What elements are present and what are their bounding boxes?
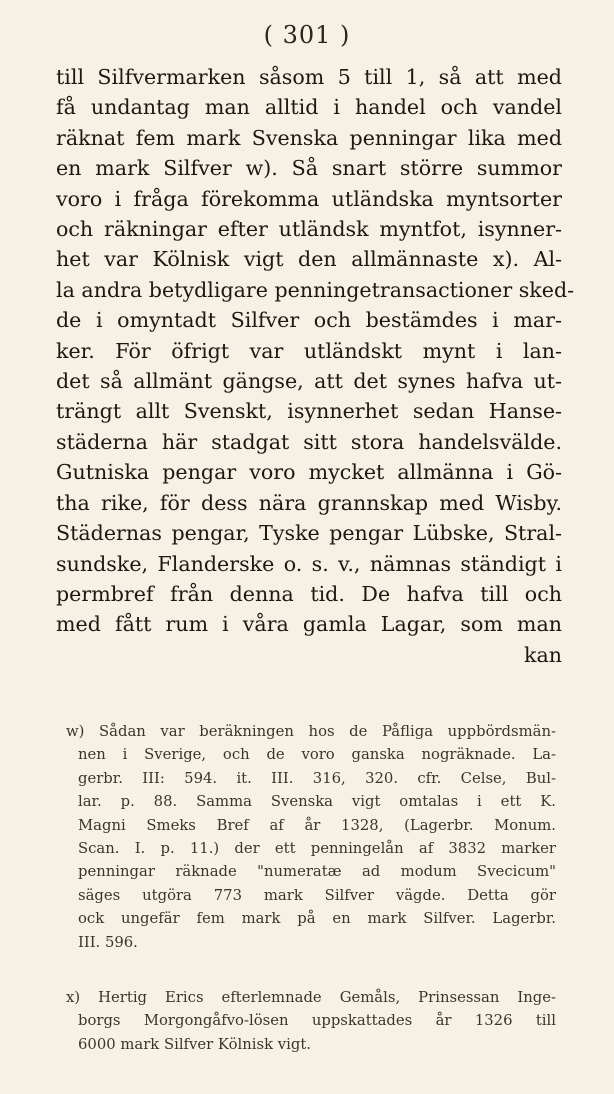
- text-line: och räkningar efter utländsk myntfot, isynner-: [56, 217, 562, 242]
- text-line: en mark Silfver w). Så snart större summor: [56, 156, 562, 181]
- text-line: till Silfvermarken såsom 5 till 1, så att med: [56, 65, 562, 89]
- text-line: de i omyntadt Silfver och bestämdes i mar-: [56, 308, 562, 333]
- footnote-w: [66, 720, 556, 954]
- footnote-line: gerbr. III: 594. it. III. 316, 320. cfr. Celse, Bul-: [78, 769, 556, 787]
- text-line: la andra betydligare penningetransactioner sked-: [56, 277, 575, 302]
- text-line: trängt allt Svenskt, isynnerhet sedan Hanse-: [56, 399, 562, 424]
- text-line: voro i fråga förekomma utländska myntsorter: [56, 186, 562, 211]
- footnote-line: säges utgöra 773 mark Silfver vägde. Detta gör: [78, 886, 556, 904]
- page-number-header: ( 301 ): [263, 21, 351, 49]
- footnote-line: nen i Sverige, och de voro ganska nogräknade. La-: [78, 746, 556, 764]
- footnote-line: Magni Smeks Bref af år 1328, (Lagerbr. Monum.: [78, 816, 556, 834]
- main-text: [56, 62, 575, 670]
- text-line: räknat fem mark Svenska penningar lika med: [56, 125, 562, 150]
- text-line: Gutniska pengar voro mycket allmänna i Gö-: [56, 460, 562, 485]
- text-line: het var Kölnisk vigt den allmännaste x). Al-: [56, 247, 562, 272]
- footnote-line: Scan. I. p. 11.) der ett penningelån af 3832 marker: [78, 840, 556, 858]
- text-line: städerna här stadgat sitt stora handelsvälde.: [56, 429, 562, 454]
- text-line: det så allmänt gängse, att det synes hafva ut-: [56, 369, 562, 394]
- text-line: Städernas pengar, Tyske pengar Lübske, Stral-: [56, 521, 562, 546]
- footnote-line: w) Sådan var beräkningen hos de Påfliga uppbördsmän-: [66, 723, 556, 740]
- catchword: kan: [523, 642, 562, 667]
- footnote-line: x) Hertig Erics efterlemnade Gemåls, Prinsessan Inge-: [66, 989, 556, 1006]
- footnote-line: 6000 mark Silfver Kölnisk vigt.: [78, 1035, 311, 1053]
- text-line: permbref från denna tid. De hafva till och: [56, 581, 562, 606]
- text-line: ker. För öfrigt var utländskt mynt i lan-: [56, 338, 562, 363]
- footnote-line: ock ungefär fem mark på en mark Silfver. Lagerbr.: [78, 910, 556, 928]
- text-line: med fått rum i våra gamla Lagar, som man: [56, 612, 562, 637]
- footnote-line: lar. p. 88. Samma Svenska vigt omtalas i ett K.: [78, 793, 556, 811]
- footnote-line: borgs Morgongåfvo-lösen uppskattades år 1326 till: [78, 1012, 556, 1030]
- text-line: tha rike, för dess nära grannskap med Wisby.: [56, 490, 562, 515]
- footnote-line: III. 596.: [78, 933, 138, 951]
- footnote-x: [66, 986, 556, 1056]
- text-line: få undantag man alltid i handel och vandel: [56, 95, 562, 120]
- footnote-line: penningar räknade "numeratæ ad modum Svecicum": [78, 863, 556, 881]
- text-line: sundske, Flanderske o. s. v., nämnas ständigt i: [56, 551, 562, 576]
